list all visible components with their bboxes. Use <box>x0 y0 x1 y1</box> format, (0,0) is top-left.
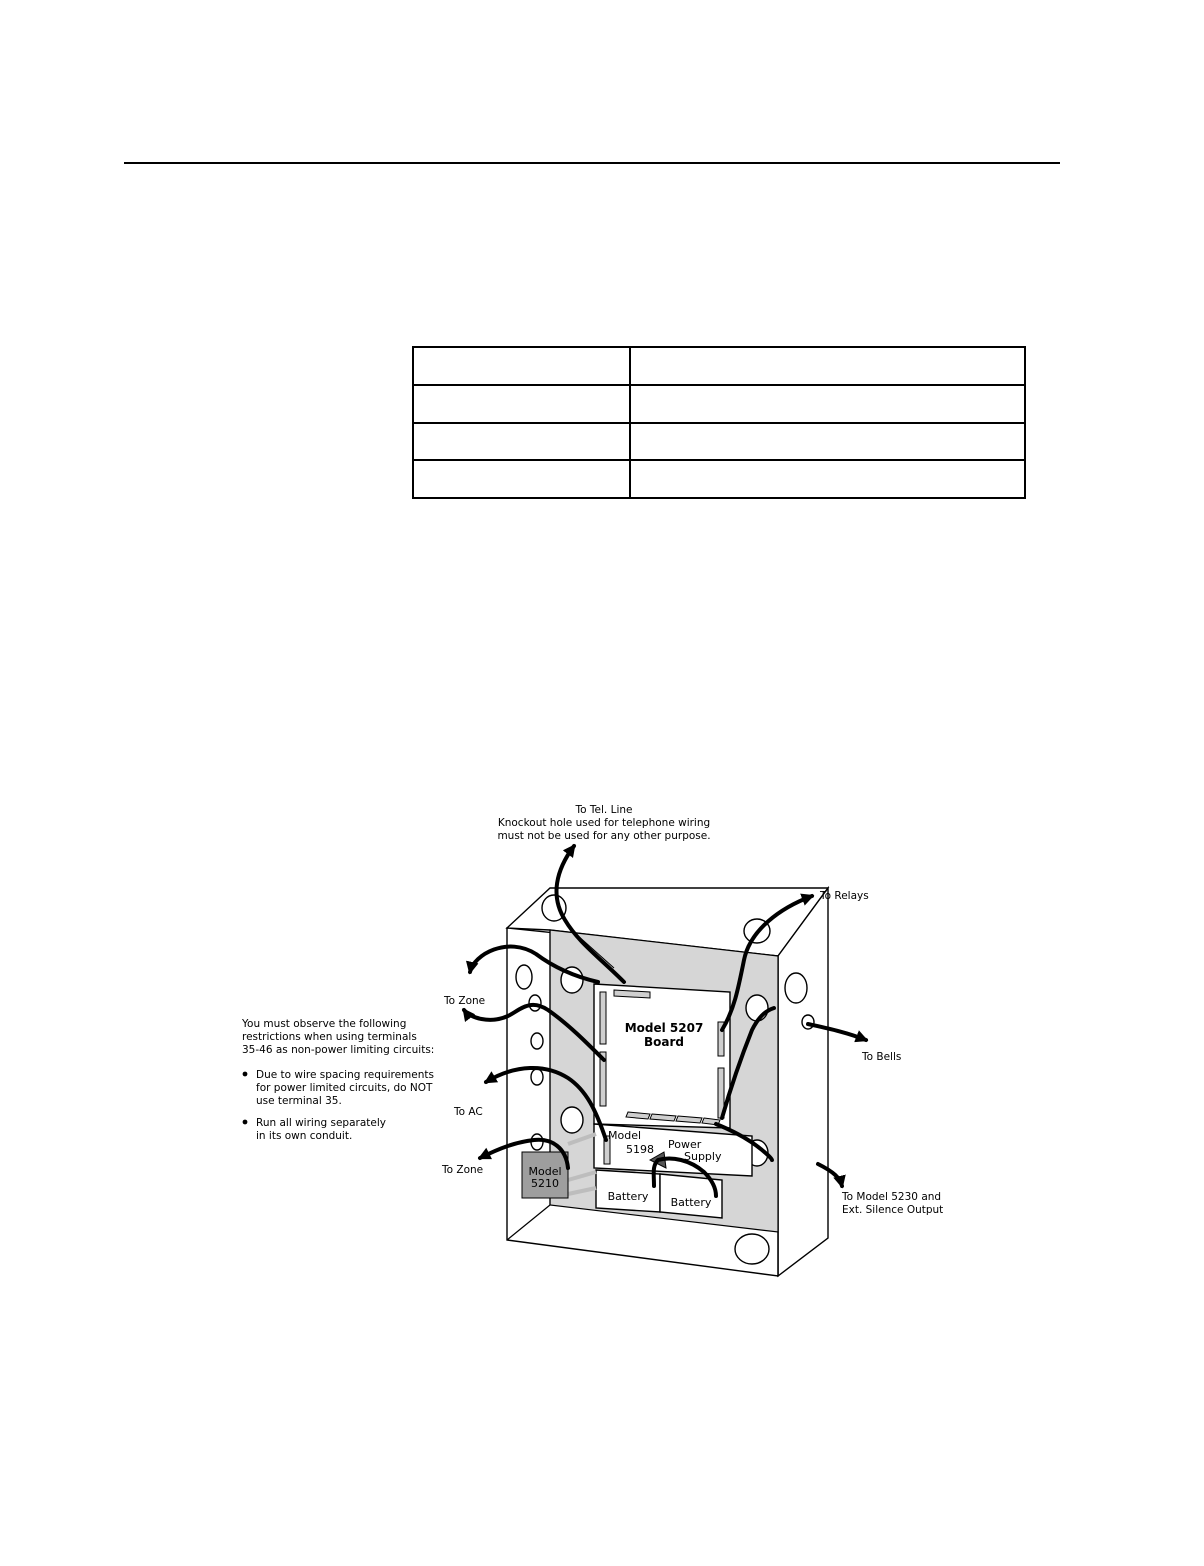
to-zone-label: To Zone <box>442 1164 484 1176</box>
note-text: You must observe the following <box>242 1018 407 1030</box>
battery-label: Battery <box>607 1190 649 1203</box>
knockout-hole <box>746 995 768 1021</box>
note-text: Run all wiring separately <box>256 1117 386 1129</box>
to-bells-label: To Bells <box>862 1051 902 1063</box>
note-text: use terminal 35. <box>256 1095 342 1107</box>
knockout-hole <box>531 1069 543 1085</box>
knockout-hole <box>735 1234 769 1264</box>
to-ac-label: To AC <box>454 1106 483 1118</box>
to-zone-label: To Zone <box>444 995 486 1007</box>
to-5230-label: Ext. Silence Output <box>842 1204 944 1216</box>
knockout-hole <box>516 965 532 989</box>
note-text: 35-46 as non-power limiting circuits: <box>242 1044 435 1056</box>
cabinet-right-face <box>778 888 828 1276</box>
note-text: restrictions when using terminals <box>242 1031 417 1043</box>
model-5198-label: 5198 <box>626 1143 654 1156</box>
tel-line-note: Knockout hole used for telephone wiring <box>497 817 711 829</box>
tel-line-label: To Tel. Line <box>575 804 633 816</box>
power-supply-label: Power <box>668 1138 702 1151</box>
tel-line-note: must not be used for any other purpose. <box>497 830 711 842</box>
model-5207-board <box>594 984 730 1128</box>
to-5230-label: To Model 5230 and <box>842 1191 942 1203</box>
bullet-icon <box>243 1072 248 1077</box>
board-label: Board <box>644 1035 684 1049</box>
restriction-note <box>241 1018 434 1142</box>
power-supply-label: Supply <box>684 1150 722 1163</box>
battery-label: Battery <box>670 1196 712 1209</box>
knockout-hole <box>561 1107 583 1133</box>
model-5210-label: 5210 <box>531 1177 559 1190</box>
bullet-icon <box>243 1120 248 1125</box>
note-text: in its own conduit. <box>256 1130 353 1142</box>
note-text: for power limited circuits, do NOT <box>256 1082 433 1094</box>
to-relays-label: To Relays <box>820 890 869 902</box>
model-5210-label: Model <box>528 1165 562 1178</box>
knockout-hole <box>531 1033 543 1049</box>
knockout-hole <box>785 973 807 1003</box>
model-5198-label: Model <box>608 1129 642 1142</box>
board-label: Model 5207 <box>624 1021 704 1035</box>
note-text: Due to wire spacing requirements <box>256 1069 434 1081</box>
